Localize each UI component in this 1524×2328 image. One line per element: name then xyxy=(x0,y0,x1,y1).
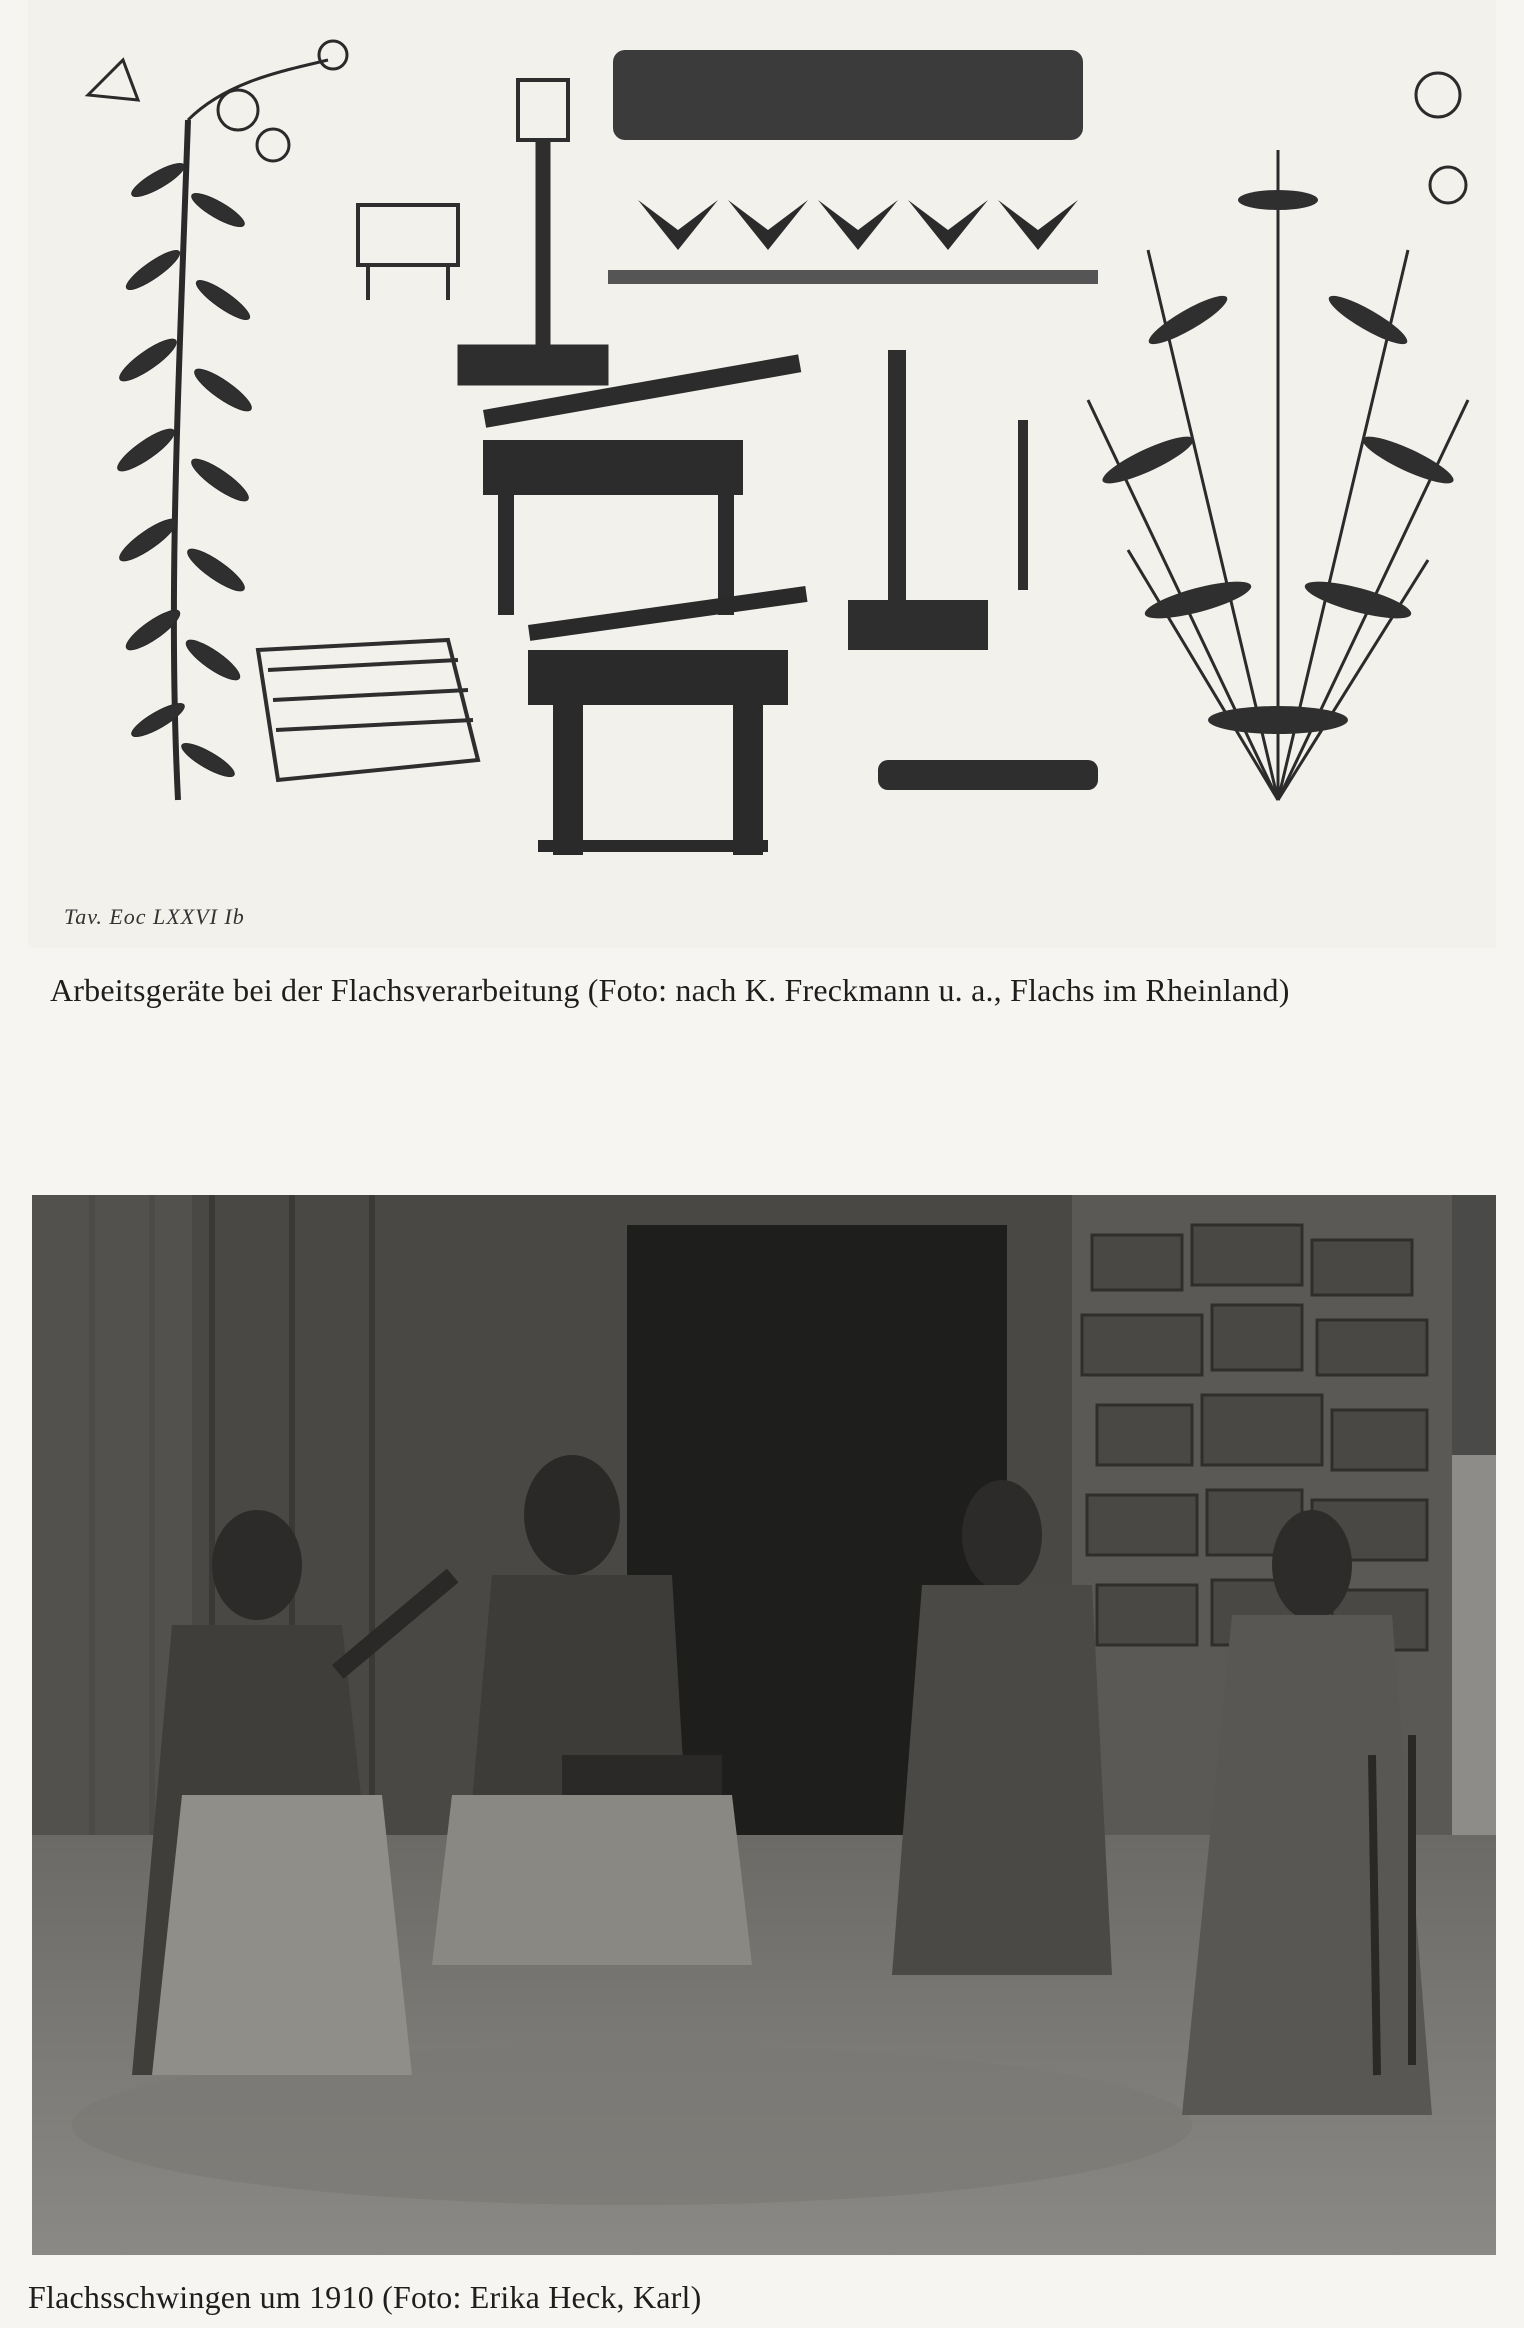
flax-scutching-photo-figure xyxy=(32,1195,1496,2255)
figure-caption-tools: Arbeitsgeräte bei der Flachsverarbeitung (Foto: nach K. Freckmann u. a., Flachs im Rheinland) xyxy=(50,972,1290,1008)
flax-scutching-photo-image xyxy=(32,1195,1496,2255)
tools-engraving-figure xyxy=(28,0,1496,948)
figure-caption-scutching: Flachsschwingen um 1910 (Foto: Erika Heck, Karl) xyxy=(28,2279,702,2315)
tools-engraving-image xyxy=(28,0,1496,948)
plate-mark-label: Tav. Eoc LXXVI Ib xyxy=(64,904,245,929)
